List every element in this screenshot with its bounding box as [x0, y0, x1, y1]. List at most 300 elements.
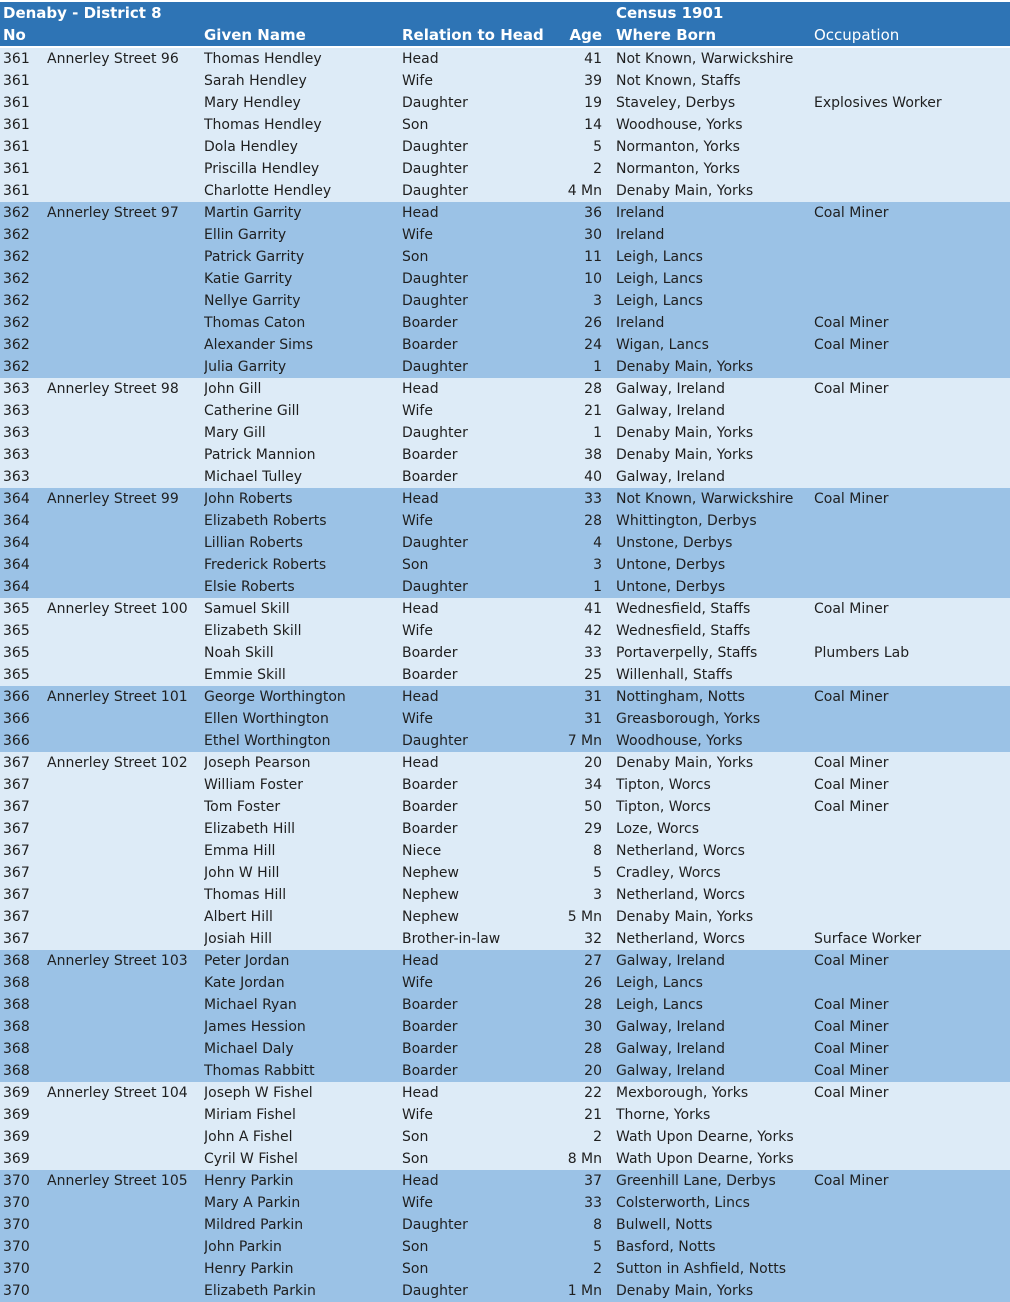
relation-cell: Wife [402, 403, 433, 419]
household-number: 363 [3, 469, 30, 485]
occupation-cell: Coal Miner [814, 777, 889, 793]
household-number: 367 [3, 865, 30, 881]
given-name-cell: Henry Parkin [204, 1261, 294, 1277]
household-number: 365 [3, 601, 30, 617]
occupation-cell [814, 466, 1008, 488]
occupation-cell: Coal Miner [814, 1085, 889, 1101]
occupation-cell [814, 532, 1008, 554]
where-born-cell: Normanton, Yorks [616, 139, 740, 155]
age-cell: 1 [593, 425, 602, 441]
where-born-cell: Not Known, Warwickshire [616, 51, 794, 67]
age-cell: 39 [584, 73, 602, 89]
household-number: 361 [3, 183, 30, 199]
given-name-cell: Cyril W Fishel [204, 1151, 298, 1167]
table-row [0, 796, 1010, 818]
table-row [0, 818, 1010, 840]
where-born-cell: Nottingham, Notts [616, 689, 745, 705]
table-row [0, 1060, 1010, 1082]
relation-cell: Nephew [402, 909, 459, 925]
title-row [0, 2, 1010, 24]
age-cell: 50 [584, 799, 602, 815]
relation-cell: Boarder [402, 469, 458, 485]
table-row [0, 1280, 1010, 1302]
household-number: 362 [3, 249, 30, 265]
household-number: 370 [3, 1195, 30, 1211]
age-cell: 22 [584, 1085, 602, 1101]
table-row [0, 862, 1010, 884]
age-cell: 28 [584, 1041, 602, 1057]
relation-cell: Daughter [402, 1217, 468, 1233]
where-born-cell: Galway, Ireland [616, 1041, 725, 1057]
given-name-cell: Emmie Skill [204, 667, 286, 683]
household-number: 361 [3, 95, 30, 111]
given-name-cell: Mary Gill [204, 425, 266, 441]
age-cell: 36 [584, 205, 602, 221]
household-address: Annerley Street 101 [47, 689, 188, 705]
given-name-cell: Noah Skill [204, 645, 274, 661]
occupation-cell [814, 972, 1008, 994]
table-row [0, 224, 1010, 246]
given-name-cell: Joseph W Fishel [204, 1085, 313, 1101]
age-cell: 20 [584, 1063, 602, 1079]
occupation-cell [814, 48, 1008, 70]
occupation-cell: Coal Miner [814, 755, 889, 771]
given-name-cell: Michael Ryan [204, 997, 297, 1013]
table-row [0, 1236, 1010, 1258]
table-row [0, 202, 1010, 224]
given-name-cell: Ethel Worthington [204, 733, 331, 749]
where-born-cell: Bulwell, Notts [616, 1217, 713, 1233]
relation-cell: Boarder [402, 337, 458, 353]
where-born-cell: Basford, Notts [616, 1239, 716, 1255]
where-born-cell: Galway, Ireland [616, 953, 725, 969]
relation-cell: Boarder [402, 997, 458, 1013]
relation-cell: Boarder [402, 799, 458, 815]
occupation-cell: Coal Miner [814, 337, 889, 353]
household-address: Annerley Street 99 [47, 491, 179, 507]
given-name-cell: John Roberts [204, 491, 293, 507]
given-name-cell: Thomas Hill [204, 887, 287, 903]
where-born-cell: Mexborough, Yorks [616, 1085, 749, 1101]
age-cell: 42 [584, 623, 602, 639]
household-number: 365 [3, 645, 30, 661]
household-number: 369 [3, 1085, 30, 1101]
given-name-cell: Joseph Pearson [204, 755, 311, 771]
where-born-cell: Not Known, Warwickshire [616, 491, 794, 507]
household-number: 368 [3, 1019, 30, 1035]
household-number: 362 [3, 293, 30, 309]
household-address: Annerley Street 98 [47, 381, 179, 397]
age-cell: 41 [584, 601, 602, 617]
relation-cell: Wife [402, 1195, 433, 1211]
occupation-cell [814, 510, 1008, 532]
relation-cell: Wife [402, 513, 433, 529]
given-name-cell: Lillian Roberts [204, 535, 303, 551]
occupation-cell [814, 708, 1008, 730]
col-header-given-name: Given Name [204, 26, 306, 44]
age-cell: 8 [593, 843, 602, 859]
district-title: Denaby - District 8 [3, 4, 162, 22]
age-cell: 30 [584, 1019, 602, 1035]
household-number: 368 [3, 1063, 30, 1079]
occupation-cell [814, 554, 1008, 576]
age-cell: 5 [593, 1239, 602, 1255]
table-row [0, 532, 1010, 554]
household-number: 369 [3, 1129, 30, 1145]
age-cell: 2 [593, 161, 602, 177]
where-born-cell: Wath Upon Dearne, Yorks [616, 1151, 794, 1167]
household-number: 366 [3, 711, 30, 727]
relation-cell: Daughter [402, 271, 468, 287]
age-cell: 29 [584, 821, 602, 837]
relation-cell: Son [402, 1151, 429, 1167]
where-born-cell: Leigh, Lancs [616, 975, 703, 991]
occupation-cell [814, 1126, 1008, 1148]
where-born-cell: Sutton in Ashfield, Notts [616, 1261, 787, 1277]
relation-cell: Daughter [402, 425, 468, 441]
age-cell: 26 [584, 315, 602, 331]
given-name-cell: Elsie Roberts [204, 579, 295, 595]
age-cell: 28 [584, 513, 602, 529]
relation-cell: Head [402, 755, 439, 771]
age-cell: 26 [584, 975, 602, 991]
relation-cell: Head [402, 491, 439, 507]
given-name-cell: Julia Garrity [204, 359, 287, 375]
age-cell: 4 Mn [567, 183, 602, 199]
col-header-relation: Relation to Head [402, 26, 544, 44]
occupation-cell [814, 862, 1008, 884]
occupation-cell: Coal Miner [814, 689, 889, 705]
relation-cell: Head [402, 51, 439, 67]
given-name-cell: Charlotte Hendley [204, 183, 332, 199]
where-born-cell: Wath Upon Dearne, Yorks [616, 1129, 794, 1145]
relation-cell: Daughter [402, 535, 468, 551]
where-born-cell: Woodhouse, Yorks [616, 733, 743, 749]
given-name-cell: Miriam Fishel [204, 1107, 296, 1123]
relation-cell: Nephew [402, 865, 459, 881]
relation-cell: Son [402, 249, 429, 265]
table-row [0, 378, 1010, 400]
where-born-cell: Netherland, Worcs [616, 887, 745, 903]
where-born-cell: Denaby Main, Yorks [616, 909, 754, 925]
where-born-cell: Ireland [616, 205, 665, 221]
where-born-cell: Denaby Main, Yorks [616, 755, 754, 771]
household-number: 370 [3, 1217, 30, 1233]
given-name-cell: John Parkin [204, 1239, 282, 1255]
given-name-cell: Michael Daly [204, 1041, 294, 1057]
given-name-cell: Mary A Parkin [204, 1195, 301, 1211]
given-name-cell: Emma Hill [204, 843, 276, 859]
age-cell: 7 Mn [567, 733, 602, 749]
table-row [0, 994, 1010, 1016]
occupation-cell [814, 906, 1008, 928]
where-born-cell: Wednesfield, Staffs [616, 601, 751, 617]
relation-cell: Daughter [402, 1283, 468, 1299]
table-row [0, 730, 1010, 752]
household-number: 364 [3, 557, 30, 573]
age-cell: 11 [584, 249, 602, 265]
household-number: 362 [3, 359, 30, 375]
age-cell: 3 [593, 293, 602, 309]
table-row [0, 620, 1010, 642]
where-born-cell: Netherland, Worcs [616, 843, 745, 859]
where-born-cell: Untone, Derbys [616, 557, 726, 573]
household-number: 368 [3, 1041, 30, 1057]
given-name-cell: Katie Garrity [204, 271, 293, 287]
where-born-cell: Galway, Ireland [616, 403, 725, 419]
table-row [0, 1126, 1010, 1148]
column-header-row [0, 24, 1010, 46]
given-name-cell: Patrick Mannion [204, 447, 316, 463]
given-name-cell: Mildred Parkin [204, 1217, 304, 1233]
occupation-cell [814, 70, 1008, 92]
where-born-cell: Willenhall, Staffs [616, 667, 733, 683]
household-number: 362 [3, 205, 30, 221]
given-name-cell: Frederick Roberts [204, 557, 327, 573]
occupation-cell [814, 664, 1008, 686]
given-name-cell: Michael Tulley [204, 469, 303, 485]
table-row [0, 598, 1010, 620]
occupation-cell [814, 290, 1008, 312]
household-number: 367 [3, 777, 30, 793]
household-number: 362 [3, 337, 30, 353]
relation-cell: Nephew [402, 887, 459, 903]
relation-cell: Head [402, 601, 439, 617]
relation-cell: Boarder [402, 315, 458, 331]
table-row [0, 510, 1010, 532]
where-born-cell: Galway, Ireland [616, 1063, 725, 1079]
given-name-cell: Henry Parkin [204, 1173, 294, 1189]
where-born-cell: Portaverpelly, Staffs [616, 645, 758, 661]
where-born-cell: Colsterworth, Lincs [616, 1195, 750, 1211]
age-cell: 19 [584, 95, 602, 111]
relation-cell: Head [402, 689, 439, 705]
household-number: 364 [3, 513, 30, 529]
given-name-cell: Sarah Hendley [204, 73, 307, 89]
household-number: 370 [3, 1173, 30, 1189]
age-cell: 34 [584, 777, 602, 793]
relation-cell: Head [402, 1085, 439, 1101]
household-number: 362 [3, 271, 30, 287]
table-row [0, 444, 1010, 466]
table-row [0, 114, 1010, 136]
occupation-cell [814, 158, 1008, 180]
table-row [0, 686, 1010, 708]
given-name-cell: Priscilla Hendley [204, 161, 320, 177]
household-number: 363 [3, 425, 30, 441]
where-born-cell: Staveley, Derbys [616, 95, 736, 111]
given-name-cell: Elizabeth Roberts [204, 513, 327, 529]
where-born-cell: Wednesfield, Staffs [616, 623, 751, 639]
given-name-cell: James Hession [204, 1019, 306, 1035]
where-born-cell: Leigh, Lancs [616, 249, 703, 265]
age-cell: 33 [584, 645, 602, 661]
given-name-cell: Thomas Hendley [204, 51, 322, 67]
where-born-cell: Netherland, Worcs [616, 931, 745, 947]
col-header-where-born: Where Born [616, 26, 717, 44]
where-born-cell: Ireland [616, 315, 665, 331]
table-row [0, 906, 1010, 928]
given-name-cell: Ellin Garrity [204, 227, 287, 243]
col-header-occupation: Occupation [814, 26, 900, 44]
age-cell: 28 [584, 997, 602, 1013]
household-number: 362 [3, 315, 30, 331]
relation-cell: Son [402, 1261, 429, 1277]
table-row [0, 664, 1010, 686]
table-row [0, 136, 1010, 158]
household-number: 361 [3, 161, 30, 177]
household-number: 366 [3, 689, 30, 705]
occupation-cell [814, 884, 1008, 906]
occupation-cell [814, 1148, 1008, 1170]
household-number: 368 [3, 975, 30, 991]
where-born-cell: Thorne, Yorks [616, 1107, 711, 1123]
relation-cell: Daughter [402, 293, 468, 309]
relation-cell: Head [402, 953, 439, 969]
relation-cell: Daughter [402, 95, 468, 111]
age-cell: 20 [584, 755, 602, 771]
household-number: 365 [3, 667, 30, 683]
household-number: 364 [3, 491, 30, 507]
occupation-cell: Coal Miner [814, 315, 889, 331]
age-cell: 33 [584, 491, 602, 507]
age-cell: 3 [593, 557, 602, 573]
table-row [0, 312, 1010, 334]
given-name-cell: Josiah Hill [204, 931, 272, 947]
occupation-cell [814, 1192, 1008, 1214]
household-number: 363 [3, 403, 30, 419]
relation-cell: Head [402, 1173, 439, 1189]
col-header-age: Age [569, 26, 602, 44]
given-name-cell: Ellen Worthington [204, 711, 329, 727]
age-cell: 2 [593, 1261, 602, 1277]
given-name-cell: John A Fishel [204, 1129, 293, 1145]
where-born-cell: Denaby Main, Yorks [616, 183, 754, 199]
where-born-cell: Not Known, Staffs [616, 73, 741, 89]
age-cell: 25 [584, 667, 602, 683]
relation-cell: Brother-in-law [402, 931, 501, 947]
occupation-cell [814, 1236, 1008, 1258]
given-name-cell: Alexander Sims [204, 337, 313, 353]
relation-cell: Wife [402, 73, 433, 89]
household-number: 364 [3, 535, 30, 551]
table-row [0, 356, 1010, 378]
age-cell: 3 [593, 887, 602, 903]
age-cell: 21 [584, 1107, 602, 1123]
relation-cell: Son [402, 117, 429, 133]
where-born-cell: Wigan, Lancs [616, 337, 709, 353]
occupation-cell: Coal Miner [814, 205, 889, 221]
occupation-cell [814, 818, 1008, 840]
relation-cell: Boarder [402, 645, 458, 661]
relation-cell: Daughter [402, 139, 468, 155]
relation-cell: Head [402, 205, 439, 221]
age-cell: 40 [584, 469, 602, 485]
relation-cell: Niece [402, 843, 442, 859]
given-name-cell: Patrick Garrity [204, 249, 305, 265]
occupation-cell [814, 180, 1008, 202]
occupation-cell [814, 620, 1008, 642]
occupation-cell: Coal Miner [814, 381, 889, 397]
age-cell: 8 Mn [567, 1151, 602, 1167]
given-name-cell: Martin Garrity [204, 205, 302, 221]
household-number: 369 [3, 1151, 30, 1167]
where-born-cell: Whittington, Derbys [616, 513, 757, 529]
table-row [0, 1104, 1010, 1126]
household-number: 361 [3, 73, 30, 89]
table-row [0, 268, 1010, 290]
household-number: 367 [3, 931, 30, 947]
occupation-cell: Coal Miner [814, 997, 889, 1013]
table-row [0, 158, 1010, 180]
given-name-cell: Elizabeth Hill [204, 821, 296, 837]
relation-cell: Daughter [402, 733, 468, 749]
where-born-cell: Galway, Ireland [616, 1019, 725, 1035]
occupation-cell: Coal Miner [814, 953, 889, 969]
age-cell: 10 [584, 271, 602, 287]
occupation-cell [814, 840, 1008, 862]
age-cell: 5 Mn [567, 909, 602, 925]
given-name-cell: Thomas Rabbitt [204, 1063, 315, 1079]
occupation-cell: Plumbers Lab [814, 645, 910, 661]
household-number: 364 [3, 579, 30, 595]
relation-cell: Daughter [402, 579, 468, 595]
where-born-cell: Denaby Main, Yorks [616, 359, 754, 375]
given-name-cell: George Worthington [204, 689, 346, 705]
where-born-cell: Normanton, Yorks [616, 161, 740, 177]
where-born-cell: Ireland [616, 227, 665, 243]
relation-cell: Wife [402, 227, 433, 243]
table-row [0, 1192, 1010, 1214]
given-name-cell: Elizabeth Skill [204, 623, 302, 639]
where-born-cell: Greasborough, Yorks [616, 711, 761, 727]
relation-cell: Daughter [402, 183, 468, 199]
household-number: 366 [3, 733, 30, 749]
given-name-cell: Dola Hendley [204, 139, 298, 155]
age-cell: 1 [593, 359, 602, 375]
relation-cell: Boarder [402, 777, 458, 793]
household-address: Annerley Street 100 [47, 601, 188, 617]
given-name-cell: Tom Foster [204, 799, 281, 815]
age-cell: 30 [584, 227, 602, 243]
age-cell: 8 [593, 1217, 602, 1233]
occupation-cell: Surface Worker [814, 931, 922, 947]
relation-cell: Son [402, 1239, 429, 1255]
household-number: 367 [3, 909, 30, 925]
age-cell: 31 [584, 711, 602, 727]
household-number: 361 [3, 51, 30, 67]
table-row [0, 1016, 1010, 1038]
table-row [0, 774, 1010, 796]
where-born-cell: Unstone, Derbys [616, 535, 733, 551]
table-row [0, 70, 1010, 92]
relation-cell: Head [402, 381, 439, 397]
where-born-cell: Woodhouse, Yorks [616, 117, 743, 133]
occupation-cell: Coal Miner [814, 491, 889, 507]
table-row [0, 884, 1010, 906]
household-address: Annerley Street 97 [47, 205, 179, 221]
household-number: 367 [3, 755, 30, 771]
relation-cell: Daughter [402, 161, 468, 177]
occupation-cell [814, 224, 1008, 246]
household-address: Annerley Street 103 [47, 953, 188, 969]
age-cell: 32 [584, 931, 602, 947]
household-number: 368 [3, 997, 30, 1013]
relation-cell: Son [402, 557, 429, 573]
age-cell: 33 [584, 1195, 602, 1211]
household-number: 367 [3, 799, 30, 815]
occupation-cell [814, 422, 1008, 444]
